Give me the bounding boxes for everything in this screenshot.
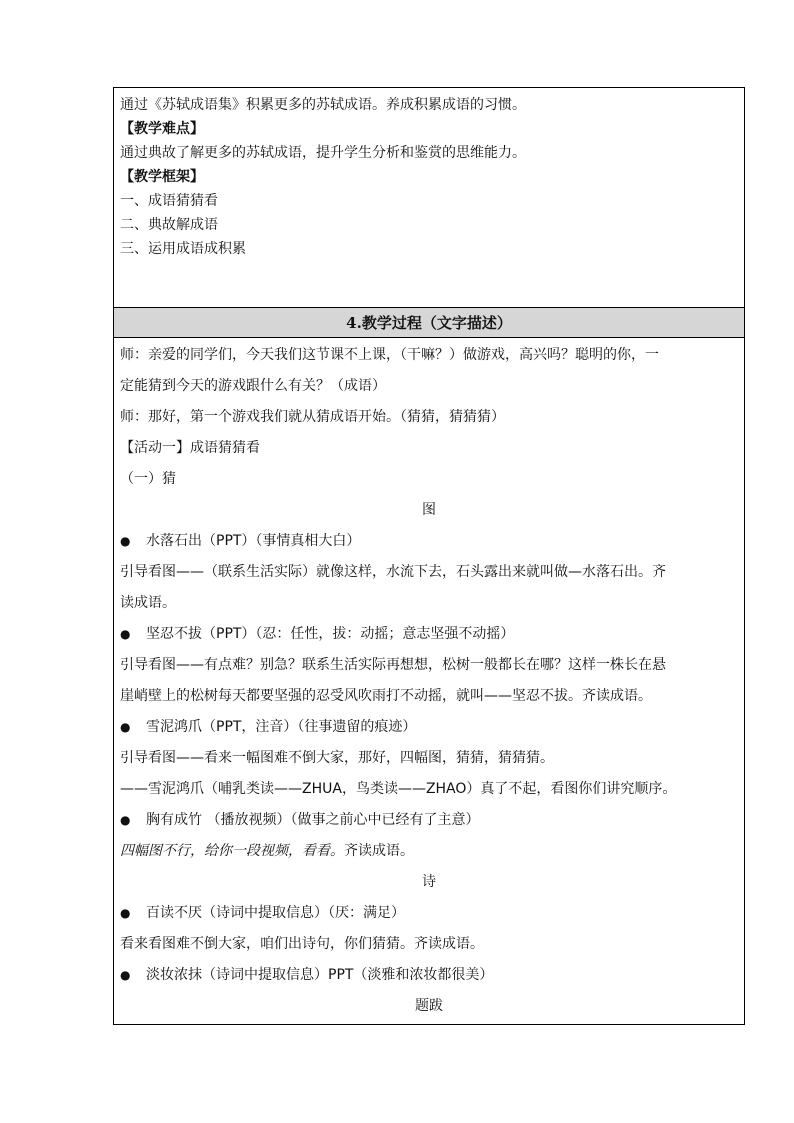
center-label-tu: 图 (422, 502, 436, 518)
paragraph: 看来看图难不倒大家，咱们出诗句，你们猜猜。齐读成语。 (120, 936, 484, 952)
bullet-icon: ● (120, 906, 131, 920)
bullet-icon: ● (120, 627, 131, 641)
bullet-icon: ● (120, 968, 131, 982)
paragraph: ——雪泥鸿爪（哺乳类读——ZHUA，鸟类读——ZHAO）真了不起，看图你们讲究顺序。 (120, 781, 677, 797)
objective-line: 通过《苏轼成语集》积累更多的苏轼成语。养成积累成语的习惯。 (120, 97, 526, 113)
paragraph: 引导看图——有点难？别急？联系生活实际再想想，松树一般都长在哪？这样一株长在悬 (120, 657, 666, 673)
bullet-icon: ● (120, 534, 131, 548)
paragraph: 师：那好，第一个游戏我们就从猜成语开始。（猜猜，猜猜猜） (120, 409, 505, 425)
idiom-item (120, 960, 738, 991)
framework-item-3: 三、运用成语成积累 (120, 241, 246, 257)
sub-heading: （一）猜 (120, 471, 176, 487)
idiom-item (120, 805, 738, 836)
bullet-icon: ● (120, 813, 131, 827)
section-header: 4.教学过程（文字描述） (114, 308, 744, 338)
lesson-plan-table (113, 87, 745, 1025)
idiom-text: 坚忍不拔（PPT）（忍：任性，拔：动摇；意志坚强不动摇） (146, 626, 515, 642)
framework-item-2: 二、典故解成语 (120, 217, 218, 233)
idiom-item (120, 526, 738, 557)
paragraph: 引导看图——看来一幅图难不倒大家，那好，四幅图，猜猜，猜猜猜。 (120, 750, 554, 766)
framework-heading: 【教学框架】 (120, 169, 204, 185)
idiom-item (120, 619, 738, 650)
idiom-text: 百读不厌（诗词中提取信息）（厌：满足） (146, 905, 405, 921)
paragraph: 读成语。 (120, 595, 176, 611)
activity-heading: 【活动一】成语猜猜看 (120, 440, 260, 456)
difficulty-text: 通过典故了解更多的苏轼成语，提升学生分析和鉴赏的思维能力。 (120, 145, 526, 161)
bullet-icon: ● (120, 720, 131, 734)
italic-text: 四幅图不行，给你一段视频，看看。 (120, 843, 344, 859)
center-label-shi: 诗 (422, 874, 436, 890)
paragraph: 师：亲爱的同学们，今天我们这节课不上课，（干嘛？）做游戏，高兴吗？聪明的你，一 (120, 347, 659, 363)
idiom-text: 胸有成竹 （播放视频）（做事之前心中已经有了主意） (146, 812, 480, 828)
framework-item-1: 一、成语猜猜看 (120, 193, 218, 209)
idiom-item (120, 898, 738, 929)
idiom-text: 淡妆浓抹（诗词中提取信息）PPT（淡雅和浓妆都很美） (146, 967, 494, 983)
idiom-text: 水落石出（PPT）（事情真相大白） (146, 533, 361, 549)
idiom-item (120, 712, 738, 743)
paragraph: 定能猜到今天的游戏跟什么有关？（成语） (120, 378, 386, 394)
paragraph: 引导看图——（联系生活实际）就像这样，水流下去，石头露出来就叫做—水落石出。齐 (120, 564, 666, 580)
paragraph (120, 836, 738, 867)
idiom-text: 雪泥鸿爪（PPT，注音）（往事遗留的痕迹） (146, 719, 417, 735)
paragraph-rest: 齐读成语。 (344, 843, 414, 859)
paragraph: 崖峭壁上的松树每天都要坚强的忍受风吹雨打不动摇，就叫——坚忍不拔。齐读成语。 (120, 688, 652, 704)
center-label-tiba: 题跋 (415, 998, 443, 1014)
process-cell (114, 338, 744, 1024)
difficulty-heading: 【教学难点】 (120, 121, 204, 137)
objectives-cell (114, 88, 744, 308)
